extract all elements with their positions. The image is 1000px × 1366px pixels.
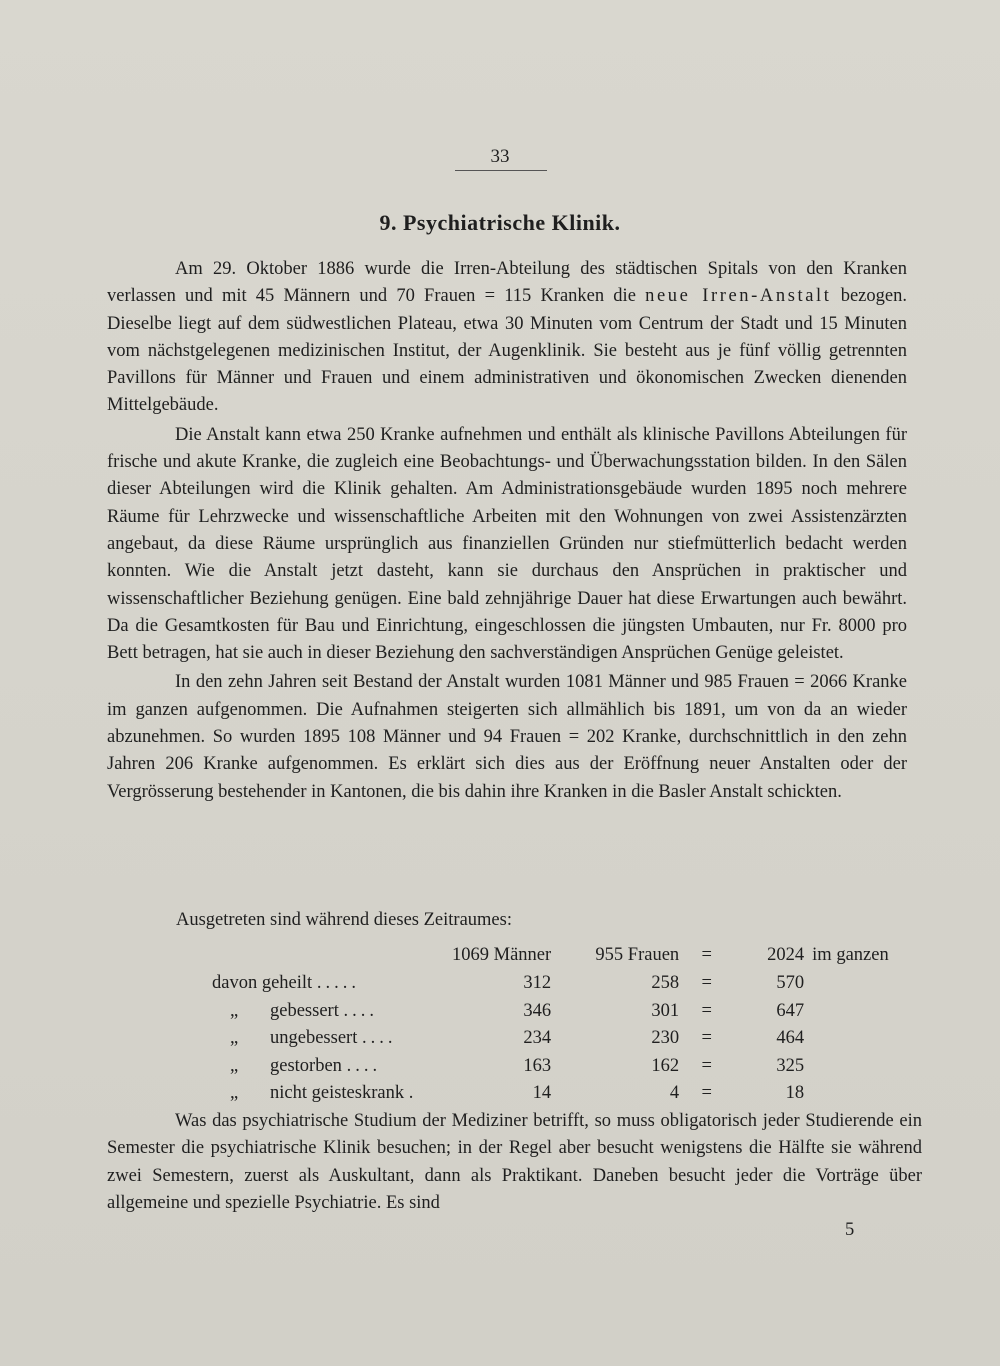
- header-women: 955 Frauen: [595, 944, 680, 965]
- row-prefix: „: [230, 1055, 239, 1076]
- row-dots: ....: [361, 1028, 397, 1049]
- row-total: 647: [776, 1000, 805, 1021]
- row-prefix: „: [230, 1028, 239, 1049]
- row-eq: =: [701, 1055, 712, 1076]
- row-men: 312: [523, 973, 552, 994]
- table-row: [212, 1080, 912, 1108]
- row-label: [212, 998, 452, 1026]
- row-label-text: gestorben: [270, 1055, 342, 1076]
- row-eq: =: [701, 1028, 712, 1049]
- row-men: 14: [532, 1083, 552, 1104]
- header-rule: [455, 170, 547, 171]
- row-total: 18: [785, 1083, 805, 1104]
- row-women: 162: [651, 1055, 680, 1076]
- header-label-cell: [212, 940, 452, 970]
- row-dots: .: [408, 1083, 418, 1104]
- header-total: 2024: [767, 944, 805, 965]
- row-label: [212, 970, 452, 998]
- paragraph-3: In den zehn Jahren seit Bestand der Anstalt wurden 1081 Männer und 985 Frauen = 2066 Kranke im ganzen aufgenommen. Die Aufnahmen steigerten sich allmählich bis 1891, um von da an wieder abzunehmen. So wurden 1895 108 Männer und 94 Frauen = 202 Kranke, durchschnittlich in den zehn Jahren 206 Kranke aufgenommen. Es erklärt sich dies aus der Eröffnung neuer Anstalten oder der Vergrösserung bestehender in Kantonen, die bis dahin ihre Kranken in die Basler Anstalt schickten.: [107, 672, 907, 802]
- row-women: 301: [651, 1000, 680, 1021]
- row-dots: .....: [316, 973, 360, 994]
- row-prefix: „: [230, 1000, 239, 1021]
- row-men: 163: [523, 1055, 552, 1076]
- row-men: 234: [523, 1028, 552, 1049]
- header-tail: im ganzen: [812, 944, 889, 965]
- table-row: [212, 998, 912, 1026]
- section-title: 9. Psychiatrische Klinik.: [379, 210, 621, 235]
- row-label: [212, 1080, 452, 1108]
- row-dots: ....: [343, 1000, 378, 1021]
- row-dots: ....: [346, 1055, 382, 1076]
- row-total: 464: [776, 1028, 805, 1049]
- row-eq: =: [701, 973, 712, 994]
- row-total: 325: [776, 1055, 805, 1076]
- row-women: 258: [651, 973, 680, 994]
- discharge-table: [212, 940, 912, 1108]
- row-total: 570: [776, 973, 805, 994]
- paragraph-2: Die Anstalt kann etwa 250 Kranke aufnehmen und enthält als klinische Pavillons Abteilungen für frische und akute Kranke, die zugleich eine Beobachtungs- und Überwachungsstation bilden. In den Sälen dieser Abteilungen wird die Klinik gehalten. Am Administrationsgebäude wurden 1895 noch mehrere Räume für Lehrzwecke und wissenschaftliche Arbeiten mit den Wohnungen von zwei Assistenzärzten angebaut, da diese Räume ursprünglich aus finanziellen Gründen nur stiefmütterlich bedacht werden konnten. Wie die Anstalt jetzt dasteht, kann sie durchaus den Ansprüchen in praktischer und wissenschaftlicher Beziehung genügen. Eine bald zehnjährige Dauer hat diese Erwartungen auch bewährt. Da die Gesamtkosten für Bau und Einrichtung, eingeschlossen die jüngsten Umbauten, nur Fr. 8000 pro Bett betragen, hat sie auch in dieser Beziehung den sachverständigen Ansprüchen Genüge geleistet.: [107, 424, 907, 664]
- row-eq: =: [701, 1083, 712, 1104]
- row-label-text: nicht geisteskrank: [270, 1083, 405, 1104]
- row-label-text: gebessert: [270, 1000, 339, 1021]
- paragraph-1-part-b: bezogen. Dieselbe liegt auf dem südwestlichen Plateau, etwa 30 Minuten vom Centrum der Stadt und 15 Minuten vom nächstgelegenen medizinischen Institut, der Augenklinik. Sie besteht aus je fünf völlig getrennten Pavillons für Männer und Frauen und einem administrativen und ökonomischen Zwecken dienenden Mittelgebäude.: [107, 286, 907, 416]
- row-label: [212, 1053, 452, 1081]
- row-tail: [804, 1080, 912, 1108]
- paragraph-1-part-a: Am 29. Oktober 1886 wurde die Irren-Abteilung des städtischen Spitals von den Kranken verlassen und mit 45 Männern und 70 Frauen = 115 Kranken die: [107, 259, 907, 307]
- stats-intro: Ausgetreten sind während dieses Zeitraumes:: [176, 910, 512, 930]
- signature-mark: 5: [845, 1220, 855, 1240]
- row-women: 230: [651, 1028, 680, 1049]
- header-men: 1069 Männer: [452, 944, 552, 965]
- row-tail: [804, 998, 912, 1026]
- paragraph-1-spaced: neue Irren-Anstalt: [645, 286, 832, 307]
- row-men: 346: [523, 1000, 552, 1021]
- page-number: 33: [490, 146, 510, 167]
- row-label-text: geheilt: [261, 973, 313, 994]
- body-text: [107, 256, 907, 806]
- table-header-row: [212, 940, 912, 970]
- row-eq: =: [701, 1000, 712, 1021]
- row-prefix: davon: [212, 973, 258, 994]
- closing-paragraph: Was das psychiatrische Studium der Mediziner betrifft, so muss obligatorisch jeder Studierende ein Semester die psychiatrische Klinik besuchen; in der Regel aber besucht wenigstens die Hälfte sie während zwei Semestern, zuerst als Auskultant, dann als Praktikant. Daneben besucht jeder die Vorträge über allgemeine und spezielle Psychiatrie. Es sind: [107, 1111, 922, 1213]
- row-prefix: „: [230, 1083, 239, 1104]
- row-women: 4: [669, 1083, 680, 1104]
- header-eq: =: [701, 944, 712, 965]
- row-label-text: ungebessert: [270, 1028, 358, 1049]
- table-row: [212, 1053, 912, 1081]
- row-tail: [804, 970, 912, 998]
- paragraph-1: [107, 256, 907, 420]
- row-tail: [804, 1025, 912, 1053]
- table-row: [212, 1025, 912, 1053]
- row-label: [212, 1025, 452, 1053]
- table-row: [212, 970, 912, 998]
- row-tail: [804, 1053, 912, 1081]
